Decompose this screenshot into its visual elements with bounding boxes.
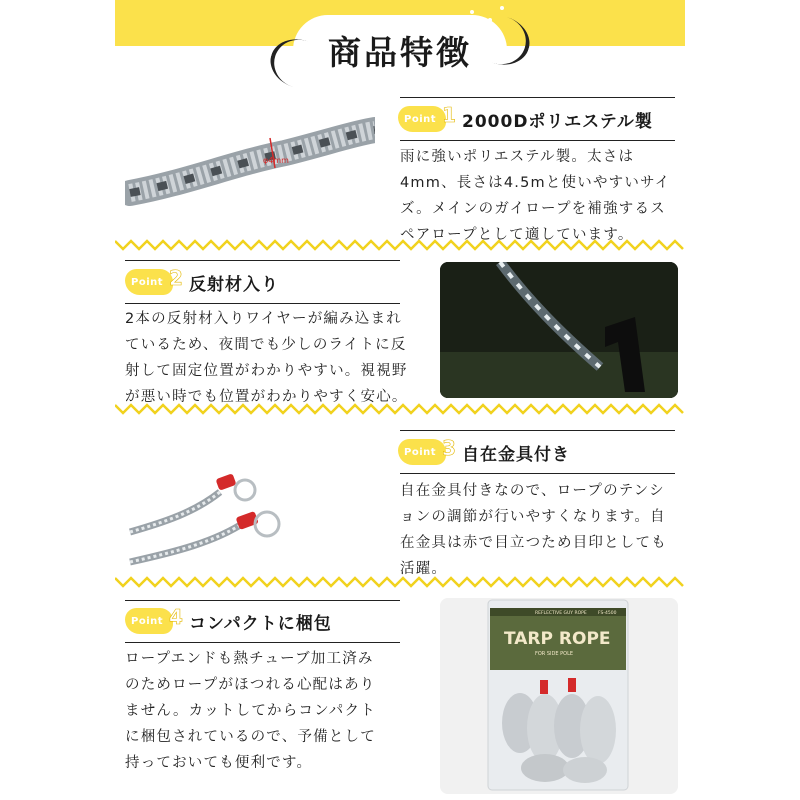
package-image (440, 598, 678, 794)
adjuster-rope-image (125, 462, 375, 572)
point-3-rule-bottom (400, 473, 675, 474)
point-4-description: ロープエンドも熱チューブ加工済み のためロープがほつれる心配はあり ません。カットしてからコンパクト に梱包されているので、予備として 持っておいても便利です。 (125, 651, 376, 771)
rope-dimension-label: φ4mm (263, 156, 289, 165)
point-2-title: 反射材入り (189, 274, 279, 295)
point-1-rule-bottom (400, 140, 675, 141)
reflective-rope-night-image (440, 262, 678, 398)
point-3-title: 自在金具付き (462, 444, 570, 465)
point-2-description: 2本の反射材入りワイヤーが編み込まれ ているため、夜間でも少しのライトに反 射して固定位置がわかりやすい。視視野 が悪い時でも位置がわかりやすく安心。 (125, 311, 408, 405)
rope-closeup-image (125, 108, 375, 208)
point-2-rule-bottom (125, 303, 400, 304)
point-4-title: コンパクトに梱包 (189, 613, 332, 634)
point-4-badge: Point 4 (125, 604, 185, 638)
package-subtitle: FOR SIDE POLE (535, 651, 574, 657)
package-top-label: REFLECTIVE GUY ROPE (535, 611, 587, 616)
point-2-badge: Point 2 (125, 265, 185, 299)
point-4-rule-top (125, 600, 400, 601)
point-2-heading (125, 265, 279, 299)
point-2-rule-top (125, 260, 400, 261)
point-1-heading (398, 102, 653, 136)
point-3-description: 自在金具付きなので、ロープのテンシ ョンの調節が行いやすくなります。自 在金具は赤で目立つため目印としても 活躍。 (400, 483, 667, 577)
decor-dot (470, 10, 474, 14)
point-4-rule-bottom (125, 642, 400, 643)
point-1-description: 雨に強いポリエステル製。太さは 4mm、長さは4.5mと使いやすいサイ ズ。メインのガイロープを補強するス ペアロープとして適しています。 (400, 149, 671, 243)
point-1-rule-top (400, 97, 675, 98)
package-code: FS-4500 (598, 611, 617, 616)
zigzag-divider (115, 402, 685, 416)
point-1-badge: Point 1 (398, 102, 458, 136)
point-3-badge: Point 3 (398, 435, 458, 469)
package-title: TARP ROPE (504, 629, 611, 649)
page-title: 商品特徴 (328, 32, 472, 72)
decor-dot (500, 6, 504, 10)
point-4-heading (125, 604, 332, 638)
zigzag-divider (115, 238, 685, 252)
zigzag-divider (115, 575, 685, 589)
point-3-rule-top (400, 430, 675, 431)
point-3-heading (398, 435, 570, 469)
point-1-title: 2000Dポリエステル製 (462, 111, 653, 132)
